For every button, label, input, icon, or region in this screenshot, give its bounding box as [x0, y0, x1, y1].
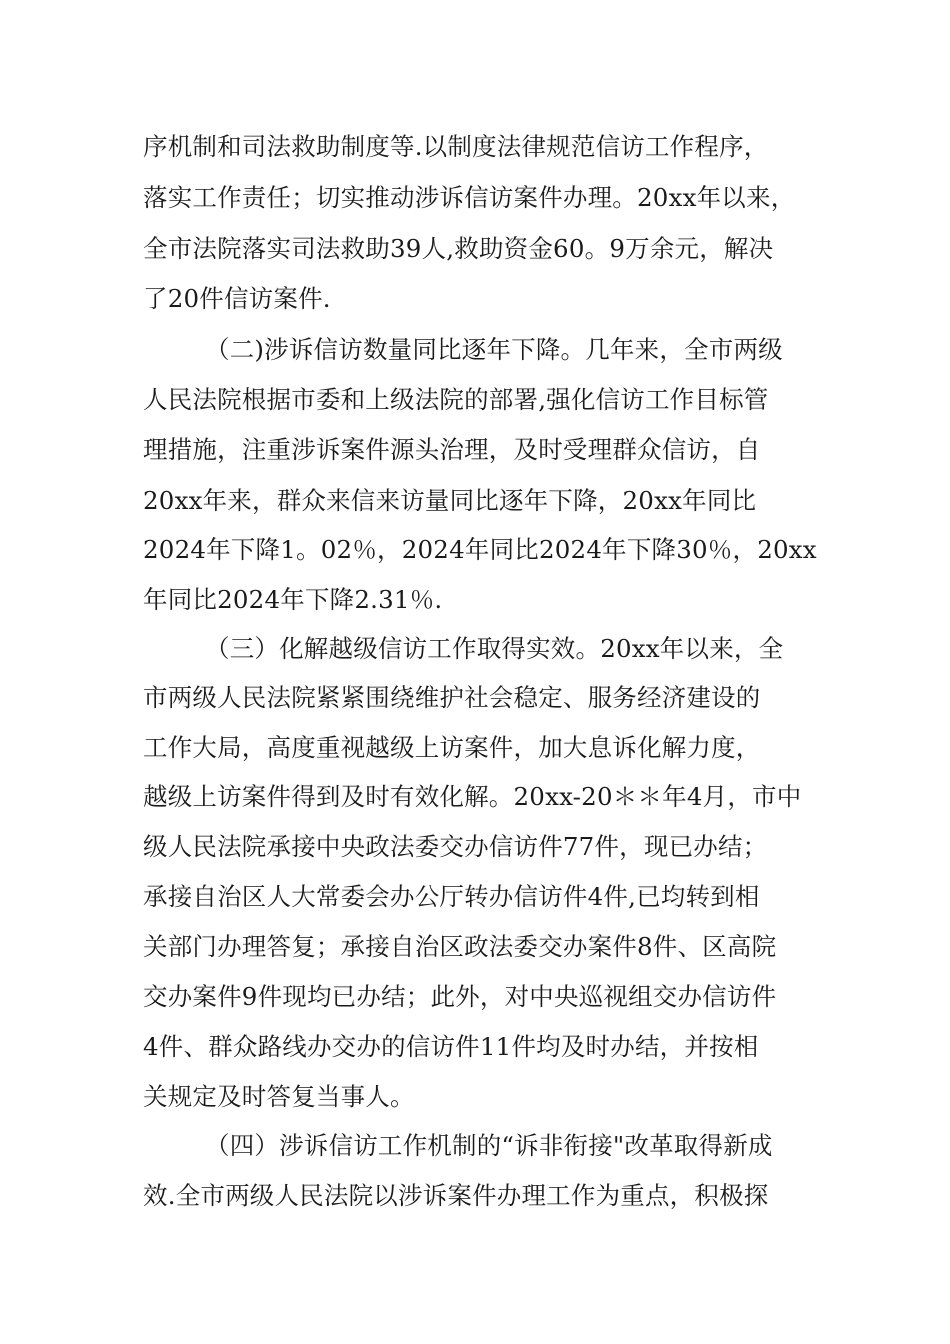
paragraph-line: 序机制和司法救助制度等.以制度法律规范信访工作程序，: [143, 132, 769, 161]
paragraph-line: 了20件信访案件.: [143, 284, 331, 313]
paragraph-line: 20xx年来，群众来信来访量同比逐年下降，20xx年同比: [143, 486, 757, 515]
paragraph-line: 承接自治区人大常委会办公厅转办信访件4件,已均转到相: [143, 882, 760, 911]
paragraph-line: （二)涉诉信访数量同比逐年下降。几年来，全市两级: [205, 335, 783, 364]
paragraph-line: 落实工作责任；切实推动涉诉信访案件办理。20xx年以来，: [143, 183, 796, 212]
paragraph-line: 级人民法院承接中央政法委交办信访件77件，现已办结；: [143, 832, 768, 861]
paragraph-line: 理措施，注重涉诉案件源头治理，及时受理群众信访，自: [143, 435, 761, 464]
paragraph-line: 效.全市两级人民法院以涉诉案件办理工作为重点，积极探: [143, 1181, 769, 1210]
paragraph-line: 全市法院落实司法救助39人,救助资金60。9万余元，解决: [143, 234, 774, 263]
paragraph-line: 关部门办理答复；承接自治区政法委交办案件8件、区高院: [143, 932, 777, 961]
paragraph-line: 越级上访案件得到及时有效化解。20xx-20＊＊年4月，市中: [143, 782, 802, 811]
paragraph-line: 市两级人民法院紧紧围绕维护社会稳定、服务经济建设的: [143, 683, 761, 712]
paragraph-line: 年同比2024年下降2.31％.: [143, 585, 443, 614]
paragraph-line: 2024年下降1。02％，2024年同比2024年下降30％，20xx: [143, 535, 817, 564]
paragraph-line: 关规定及时答复当事人。: [143, 1082, 415, 1111]
paragraph-line: 工作大局，高度重视越级上访案件，加大息诉化解力度，: [143, 733, 761, 762]
paragraph-line: （三）化解越级信访工作取得实效。20xx年以来，全: [205, 634, 784, 663]
paragraph-line: （四）涉诉信访工作机制的“诉非衔接"改革取得新成: [205, 1131, 773, 1160]
paragraph-line: 人民法院根据市委和上级法院的部署,强化信访工作目标管: [143, 385, 769, 414]
paragraph-line: 交办案件9件现均已办结；此外，对中央巡视组交办信访件: [143, 982, 777, 1011]
paragraph-line: 4件、群众路线办交办的信访件11件均及时办结，并按相: [143, 1032, 759, 1061]
